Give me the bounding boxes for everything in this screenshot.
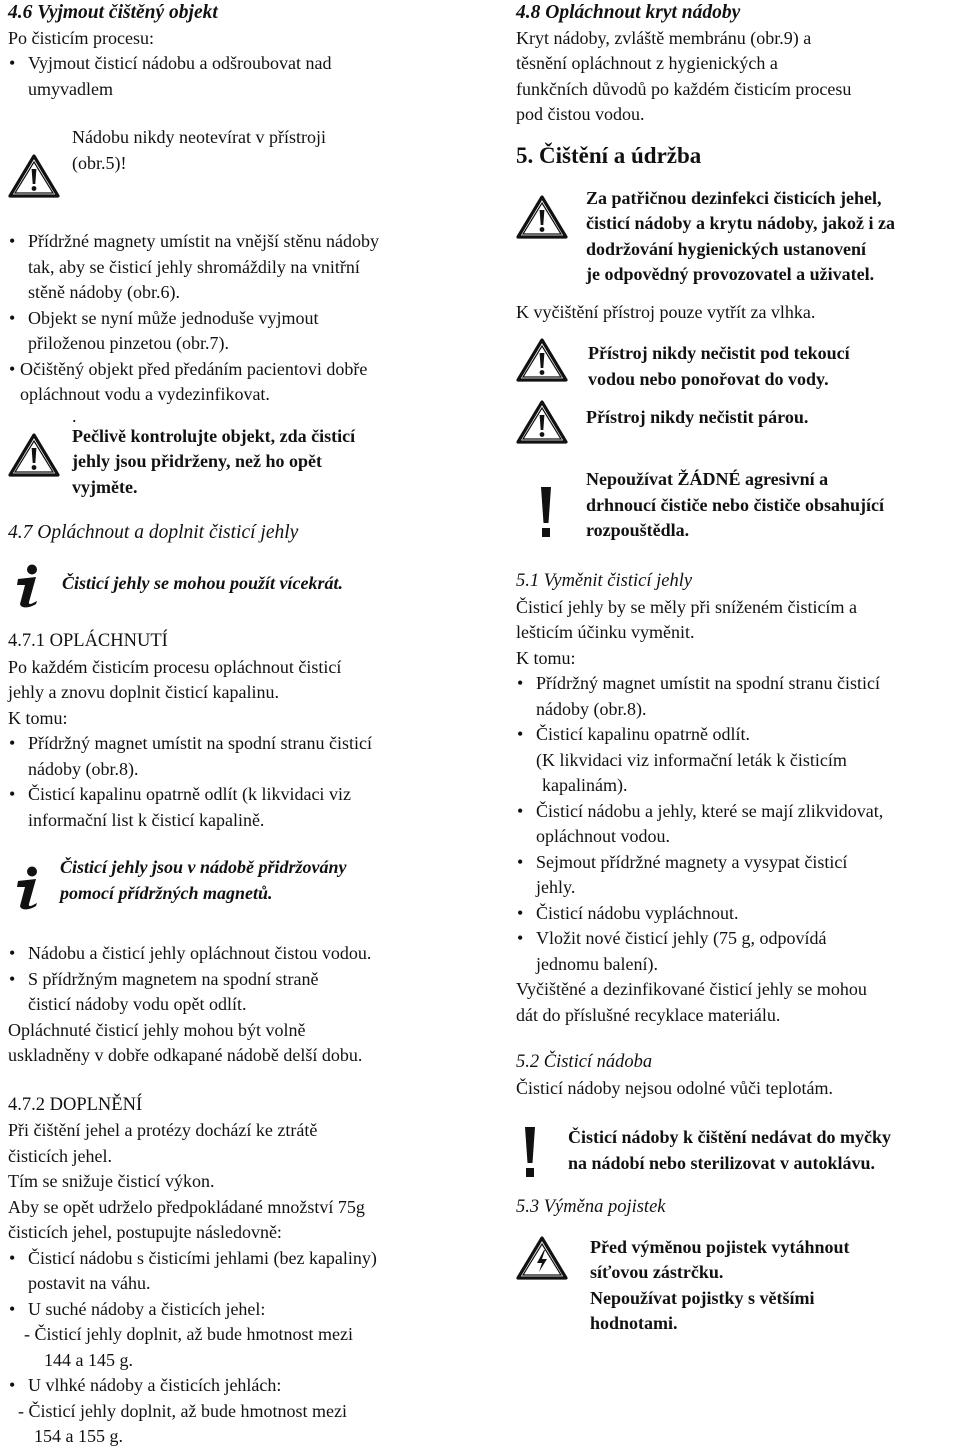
list-item: • Čisticí nádobu a jehly, které se mají zlikvidovat, opláchnout vodou.: [516, 799, 960, 850]
list-item: • U vlhké nádoby a čisticích jehlách:: [8, 1373, 470, 1399]
left-column: [8, 0, 470, 1450]
exclamation-icon: [538, 485, 554, 539]
section-4-6-list-2: [8, 229, 470, 408]
section-4-7-2-heading: 4.7.2 DOPLNĚNÍ: [8, 1094, 143, 1115]
info-notice-reuse: Čisticí jehly se mohou použít vícekrát.: [8, 551, 470, 609]
electrical-notice-fuses: Před výměnou pojistek vytáhnout síťovou zástrčku. Nepoužívat pojistky s většími hodnotami.: [516, 1235, 960, 1343]
info-i-icon: [10, 563, 44, 609]
list-item: • Čisticí nádobu vypláchnout.: [516, 901, 960, 927]
section-5-1-heading: 5.1 Vyměnit čisticí jehly: [516, 571, 693, 591]
list-item: • Čisticí nádobu s čisticími jehlami (bez kapaliny) postavit na váhu.: [8, 1246, 470, 1297]
warning-triangle-icon: [8, 153, 60, 199]
section-4-6-list-1: [8, 51, 470, 102]
warning-triangle-icon: [8, 432, 60, 478]
section-4-6-intro: Po čisticím procesu:: [8, 27, 154, 48]
exclamation-notice-cleaners: Nepoužívat ŽÁDNÉ agresivní a drhnoucí čističe nebo čističe obsahující rozpouštědla.: [516, 465, 960, 553]
section-5-text: K vyčištění přístroj pouze vytřít za vlhka.: [516, 301, 816, 322]
warning-triangle-icon: [516, 399, 568, 445]
section-5-1-text: Čisticí jehly by se měly při sníženém čisticím a lešticím účinku vyměnit. K tomu:: [516, 596, 857, 668]
dash-item: - Čisticí jehly doplnit, až bude hmotnost mezi 154 a 155 g.: [18, 1400, 347, 1446]
list-item: • Přídržný magnet umístit na spodní stranu čisticí nádoby (obr.8).: [516, 671, 960, 722]
section-4-7-2-list: [8, 1246, 470, 1323]
section-4-7-1-heading: 4.7.1 OPLÁCHNUTÍ: [8, 631, 168, 651]
exclamation-notice-dishwasher: Čisticí nádoby k čištění nedávat do myčky na nádobí nebo sterilizovat v autoklávu.: [516, 1121, 960, 1181]
section-5-3-heading: 5.3 Výměna pojistek: [516, 1197, 666, 1217]
right-column: [516, 0, 960, 1343]
list-item: • Nádobu a čisticí jehly opláchnout čistou vodou.: [8, 941, 470, 967]
warning-notice-no-water: Přístroj nikdy nečistit pod tekoucí vodou nebo ponořovat do vody.: [516, 337, 960, 399]
warning-notice-no-steam: Přístroj nikdy nečistit párou.: [516, 399, 960, 453]
list-item: • Přídržný magnet umístit na spodní stranu čisticí nádoby (obr.8).: [8, 731, 470, 782]
section-4-7-1-list-2: [8, 941, 470, 1018]
dash-item: - Čisticí jehly doplnit, až bude hmotnost mezi 144 a 145 g.: [24, 1324, 353, 1370]
section-4-8-text: Kryt nádoby, zvláště membránu (obr.9) a těsnění opláchnout z hygienických a funkčních důvodů po každém čisticím procesu pod čistou vodou.: [516, 27, 852, 124]
warning-notice-check-object: . Pečlivě kontrolujte objekt, zda čisticí jehly jsou přidrženy, než ho opět vyjměte.: [8, 408, 470, 500]
warning-triangle-icon: [516, 194, 568, 240]
section-5-heading: 5. Čištění a údržba: [516, 142, 702, 168]
warning-triangle-icon: [516, 337, 568, 383]
section-4-7-2-text: Při čištění jehel a protézy dochází ke ztrátě čisticích jehel. Tím se snižuje čisticí výkon. Aby se opět udrželo předpokládané množství 75g čisticích jehel, postupujte následovně:: [8, 1120, 365, 1242]
list-item: • Očištěný objekt před předáním pacientovi dobře opláchnout vodu a vydezinfikovat.: [8, 357, 470, 408]
list-item: • Čisticí kapalinu opatrně odlít (k likvidaci viz informační list k čisticí kapalině.: [8, 782, 470, 833]
electrical-hazard-icon: [516, 1235, 568, 1281]
list-item: • Objekt se nyní může jednoduše vyjmout přiloženou pinzetou (obr.7).: [8, 306, 470, 357]
section-4-7-2-list-2: [8, 1373, 470, 1399]
section-5-2-text: Čisticí nádoby nejsou odolné vůči teplotám.: [516, 1077, 833, 1098]
section-4-6-heading: 4.6 Vyjmout čištěný objekt: [8, 2, 218, 23]
section-4-7-1-list: [8, 731, 470, 833]
section-4-8-heading: 4.8 Opláchnout kryt nádoby: [516, 2, 741, 23]
list-item: • Přídržné magnety umístit na vnější stěnu nádoby tak, aby se čisticí jehly shromáždily na vnitřní stěně nádoby (obr.6).: [8, 229, 470, 306]
warning-notice-disinfection: Za patřičnou dezinfekci čisticích jehel, čisticí nádoby a krytu nádoby, jakož i za dodržování hygienických ustanovení je odpovědný provozovatel a uživatel.: [516, 186, 960, 290]
list-item: • U suché nádoby a čisticích jehel:: [8, 1297, 470, 1323]
info-i-icon: [10, 865, 44, 911]
section-5-2-heading: 5.2 Čisticí nádoba: [516, 1052, 653, 1072]
list-item: • Vyjmout čisticí nádobu a odšroubovat nad umyvadlem: [8, 51, 470, 102]
exclamation-icon: [522, 1125, 538, 1179]
list-item: • Vložit nové čisticí jehly (75 g, odpovídá jednomu balení).: [516, 926, 960, 977]
info-notice-magnets: Čisticí jehly jsou v nádobě přidržovány pomocí přídržných magnetů.: [8, 851, 470, 923]
section-5-1-text-2: Vyčištěné a dezinfikované čisticí jehly se mohou dát do příslušné recyklace materiálu.: [516, 979, 867, 1025]
section-4-7-heading: 4.7 Opláchnout a doplnit čisticí jehly: [8, 521, 299, 543]
section-4-7-1-text-2: Opláchnuté čisticí jehly mohou být volně uskladněny v dobře odkapané nádobě delší dobu.: [8, 1019, 363, 1065]
section-4-7-1-text: Po každém čisticím procesu opláchnout čisticí jehly a znovu doplnit čisticí kapalinu. K tomu:: [8, 656, 342, 728]
list-item: • Čisticí kapalinu opatrně odlít. (K likvidaci viz informační leták k čisticím kapalinám).: [516, 722, 960, 799]
section-5-1-list: [516, 671, 960, 977]
warning-notice-open-container: Nádobu nikdy neotevírat v přístroji (obr.5)!: [8, 125, 470, 201]
list-item: • Sejmout přídržné magnety a vysypat čisticí jehly.: [516, 850, 960, 901]
list-item: • S přídržným magnetem na spodní straně čisticí nádoby vodu opět odlít.: [8, 967, 470, 1018]
